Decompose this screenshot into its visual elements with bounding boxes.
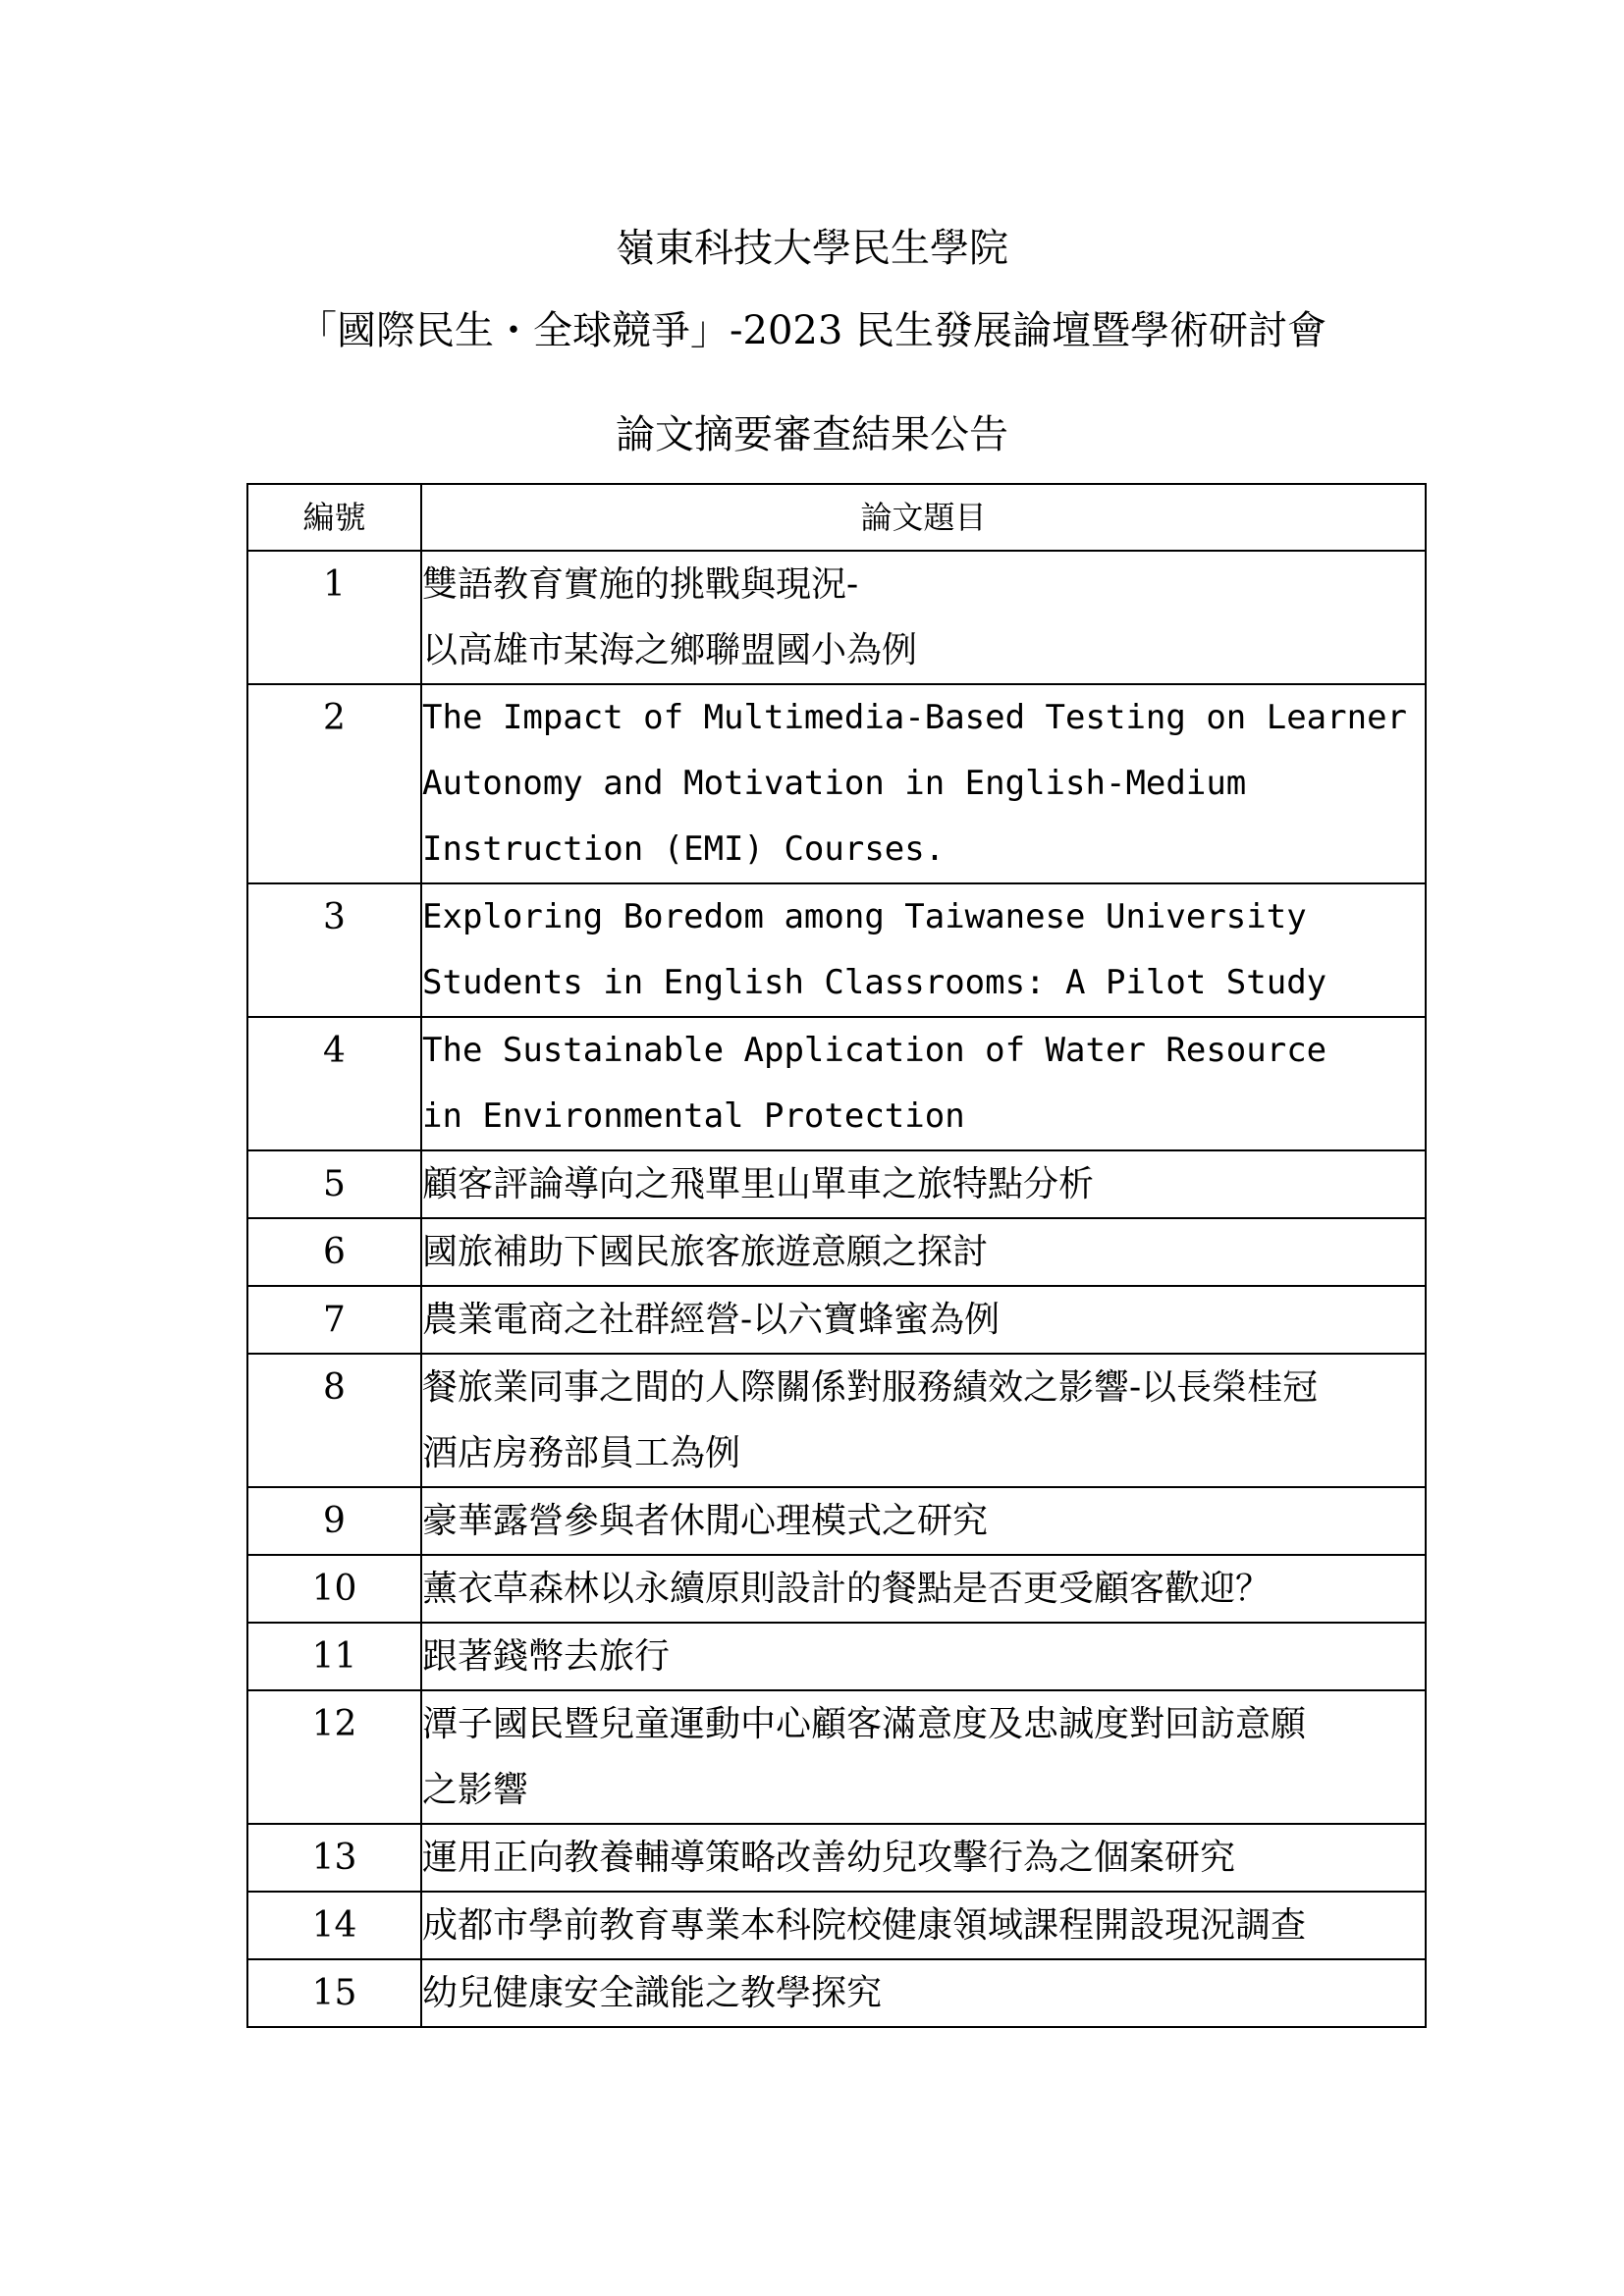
paper-title-line: The Impact of Multimedia-Based Testing on Learner — [422, 698, 1408, 737]
table-row — [247, 1959, 1426, 2027]
results-table — [246, 483, 1427, 2028]
paper-title — [421, 883, 1426, 1017]
paper-title — [421, 1017, 1426, 1150]
paper-title — [421, 551, 1426, 684]
table-row — [247, 1354, 1426, 1487]
paper-title-line: 成都市學前教育專業本科院校健康領域課程開設現況調查 — [422, 1905, 1307, 1946]
paper-title — [421, 1690, 1426, 1824]
paper-title-line: 農業電商之社群經營-以六寶蜂蜜為例 — [422, 1300, 1001, 1340]
paper-number: 15 — [247, 1959, 421, 2027]
paper-title — [421, 1150, 1426, 1218]
paper-title — [421, 1218, 1426, 1286]
paper-title — [421, 1555, 1426, 1623]
paper-title-line: Exploring Boredom among Taiwanese University — [422, 897, 1307, 936]
paper-title-line: Instruction (EMI) Courses. — [422, 829, 946, 869]
table-row — [247, 1487, 1426, 1555]
paper-title — [421, 1286, 1426, 1354]
paper-title-line: Students in English Classrooms: A Pilot Study — [422, 963, 1327, 1002]
paper-title-line: 餐旅業同事之間的人際關係對服務績效之影響-以長榮桂冠 — [422, 1367, 1319, 1408]
table-row — [247, 1555, 1426, 1623]
table-header-row — [247, 484, 1426, 551]
paper-number: 14 — [247, 1892, 421, 1959]
table-row — [247, 1218, 1426, 1286]
paper-title-line: 顧客評論導向之飛單里山單車之旅特點分析 — [422, 1164, 1095, 1204]
paper-title-line: 跟著錢幣去旅行 — [422, 1636, 671, 1677]
paper-number: 12 — [247, 1690, 421, 1824]
table-row — [247, 1824, 1426, 1892]
paper-title — [421, 1892, 1426, 1959]
institution-title: 嶺東科技大學民生學院 — [616, 226, 1008, 271]
paper-number: 6 — [247, 1218, 421, 1286]
table-row — [247, 1623, 1426, 1690]
paper-number: 4 — [247, 1017, 421, 1150]
table-row — [247, 1017, 1426, 1150]
paper-number: 10 — [247, 1555, 421, 1623]
paper-title-line: 豪華露營參與者休閒心理模式之研究 — [422, 1501, 989, 1541]
paper-title-line: 薰衣草森林以永續原則設計的餐點是否更受顧客歡迎？ — [422, 1569, 1272, 1609]
table-row — [247, 883, 1426, 1017]
paper-number: 5 — [247, 1150, 421, 1218]
paper-title-line: 之影響 — [422, 1770, 529, 1810]
paper-title — [421, 1354, 1426, 1487]
paper-number: 8 — [247, 1354, 421, 1487]
column-header-number: 編號 — [247, 484, 421, 551]
table-row — [247, 1286, 1426, 1354]
paper-title — [421, 1959, 1426, 2027]
table-row — [247, 551, 1426, 684]
paper-number: 13 — [247, 1824, 421, 1892]
paper-title-line: The Sustainable Application of Water Resource — [422, 1031, 1327, 1070]
paper-number: 7 — [247, 1286, 421, 1354]
paper-title-line: Autonomy and Motivation in English-Medium — [422, 764, 1247, 803]
announcement-title: 論文摘要審查結果公告 — [616, 412, 1008, 457]
paper-number: 2 — [247, 684, 421, 883]
paper-title-line: 國旅補助下國民旅客旅遊意願之探討 — [422, 1232, 989, 1272]
paper-title-line: 雙語教育實施的挑戰與現況- — [422, 564, 859, 605]
paper-title — [421, 1487, 1426, 1555]
paper-number: 1 — [247, 551, 421, 684]
paper-title-line: 以高雄市某海之鄉聯盟國小為例 — [422, 630, 918, 670]
paper-title-line: 潭子國民暨兒童運動中心顧客滿意度及忠誠度對回訪意願 — [422, 1704, 1307, 1744]
column-header-title: 論文題目 — [421, 484, 1426, 551]
table-body — [247, 551, 1426, 2027]
table-row — [247, 1892, 1426, 1959]
paper-number: 9 — [247, 1487, 421, 1555]
table-row — [247, 1690, 1426, 1824]
paper-title-line: 幼兒健康安全識能之教學探究 — [422, 1973, 883, 2013]
conference-title: 「國際民生・全球競爭」-2023 民生發展論壇暨學術研討會 — [297, 308, 1327, 353]
paper-title — [421, 1824, 1426, 1892]
paper-title-line: 運用正向教養輔導策略改善幼兒攻擊行為之個案研究 — [422, 1838, 1236, 1878]
table-row — [247, 1150, 1426, 1218]
table-row — [247, 684, 1426, 883]
paper-title-line: in Environmental Protection — [422, 1096, 965, 1136]
paper-title — [421, 684, 1426, 883]
paper-title-line: 酒店房務部員工為例 — [422, 1433, 741, 1473]
paper-number: 3 — [247, 883, 421, 1017]
paper-number: 11 — [247, 1623, 421, 1690]
paper-title — [421, 1623, 1426, 1690]
